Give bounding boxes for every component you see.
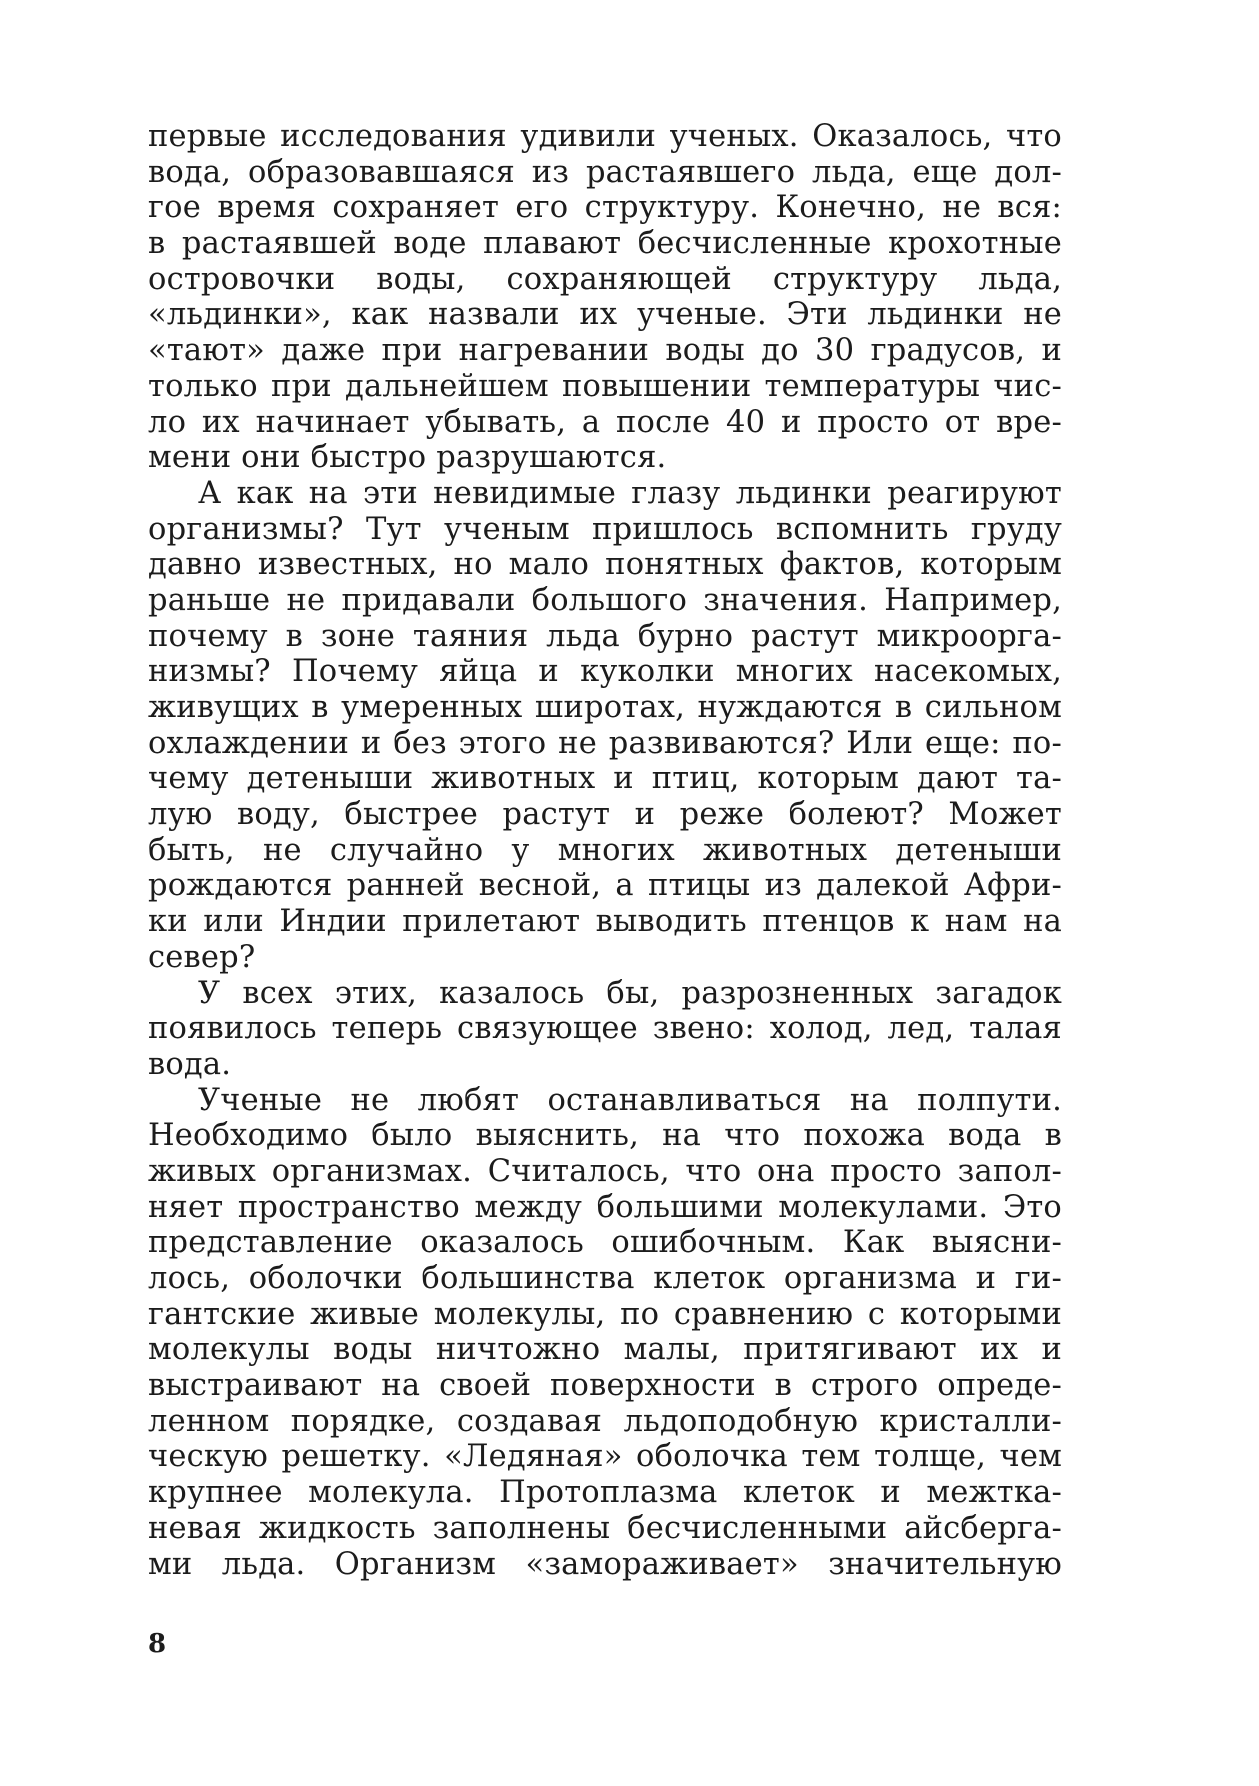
text-line: няет пространство между большими молекулами. Это [148,1189,1062,1225]
text-line: раньше не придавали большого значения. Например, [148,582,1062,618]
text-line: ки или Индии прилетают выводить птенцов к нам на [148,904,1062,940]
text-line: У всех этих, казалось бы, разрозненных загадок [198,975,1062,1011]
page-number: 8 [148,1629,167,1659]
text-line: невая жидкость заполнены бесчисленными айсберга- [148,1510,1062,1546]
text-line: первые исследования удивили ученых. Оказалось, что [148,119,1062,154]
text-line: ческую решетку. «Ледяная» оболочка тем толще, чем [148,1439,1062,1475]
text-line: только при дальнейшем повышении температуры чис- [148,368,1062,404]
text-line: давно известных, но мало понятных фактов, которым [148,547,1062,583]
text-line: чему детеныши животных и птиц, которым дают та- [148,761,1062,797]
text-line: А как на эти невидимые глазу льдинки реагируют [198,475,1062,511]
paragraph-1 [148,119,1062,476]
text-line: «льдинки», как назвали их ученые. Эти льдинки не [148,297,1062,333]
text-line: почему в зоне таяния льда бурно растут микроорга- [148,618,1062,654]
text-line: вода. [148,1046,232,1082]
text-line: островочки воды, сохраняющей структуру льда, [148,261,1062,297]
text-line: ми льда. Организм «замораживает» значительную [148,1546,1062,1582]
text-line: низмы? Почему яйца и куколки многих насекомых, [148,654,1062,690]
paragraph-4 [148,1083,1062,1583]
text-line: представление оказалось ошибочным. Как выясни- [148,1225,1062,1261]
text-line: охлаждении и без этого не развиваются? Или еще: по- [148,725,1062,761]
text-line: молекулы воды ничтожно малы, притягивают их и [148,1332,1062,1368]
text-line: Ученые не любят останавливаться на полпути. [198,1082,1062,1118]
text-line: ло их начинает убывать, а после 40 и просто от вре- [148,404,1062,440]
text-line: быть, не случайно у многих животных детеныши [148,832,1062,868]
text-line: «тают» даже при нагревании воды до 30 градусов, и [148,333,1062,369]
text-line: крупнее молекула. Протоплазма клеток и межтка- [148,1475,1062,1511]
text-line: гое время сохраняет его структуру. Конечно, не вся: [148,190,1062,226]
paragraph-3 [148,976,1062,1083]
text-line: рождаются ранней весной, а птицы из далекой Афри- [148,868,1062,904]
text-line: живущих в умеренных широтах, нуждаются в сильном [148,690,1062,725]
text-line: лось, оболочки большинства клеток организма и ги- [148,1261,1062,1296]
text-line: ленном порядке, создавая льдоподобную кристалли- [148,1403,1062,1439]
text-line: лую воду, быстрее растут и реже болеют? Может [148,797,1062,833]
paragraph-2 [148,476,1062,976]
text-line: мени они быстро разрушаются. [148,440,667,476]
text-line: гантские живые молекулы, по сравнению с которыми [148,1296,1062,1332]
text-line: в растаявшей воде плавают бесчисленные крохотные [148,226,1062,262]
text-line: выстраивают на своей поверхности в строго опреде- [148,1368,1062,1404]
text-line: Необходимо было выяснить, на что похожа вода в [148,1118,1062,1154]
text-line: вода, образовавшаяся из растаявшего льда, еще дол- [148,154,1062,190]
body-text [148,119,1062,1582]
text-line: появилось теперь связующее звено: холод, лед, талая [148,1011,1062,1047]
text-line: живых организмах. Считалось, что она просто запол- [148,1153,1062,1189]
text-line: организмы? Тут ученым пришлось вспомнить груду [148,511,1062,547]
text-line: север? [148,939,256,975]
